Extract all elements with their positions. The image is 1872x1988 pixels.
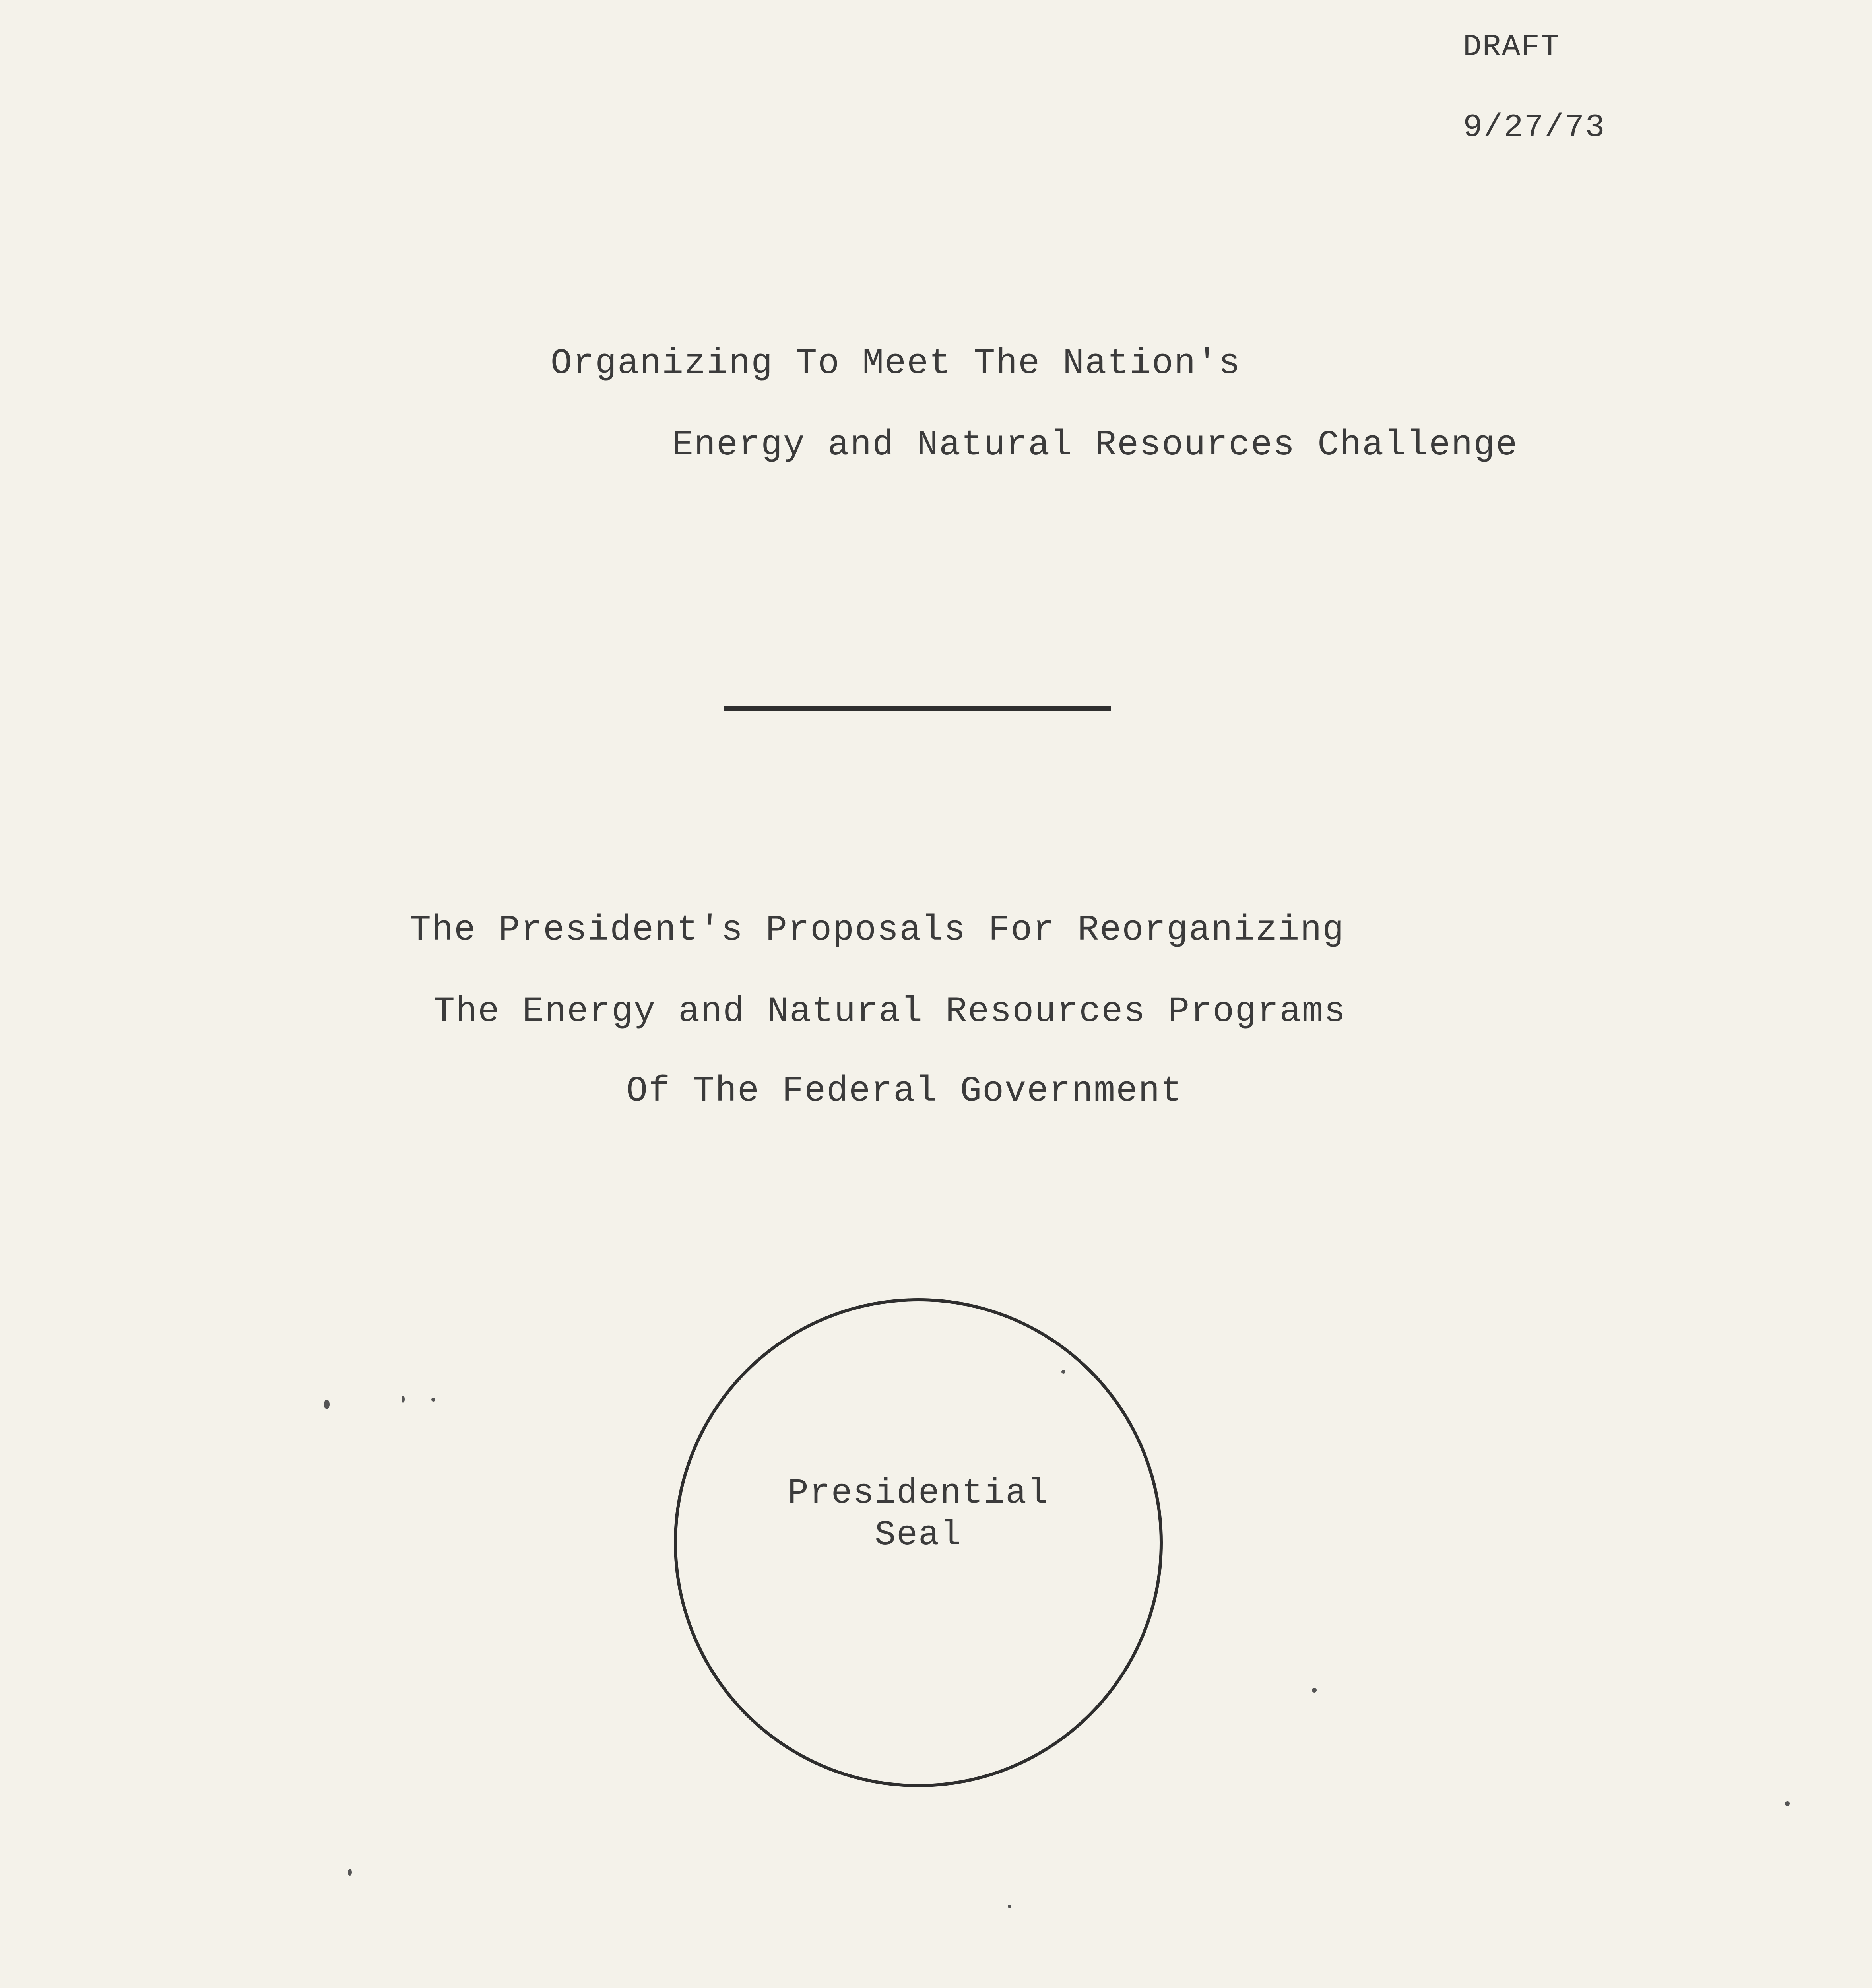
seal-label-line-2: Seal xyxy=(875,1516,962,1555)
paper-speck xyxy=(431,1398,435,1402)
paper-speck xyxy=(1785,1801,1790,1806)
horizontal-rule xyxy=(724,706,1111,711)
subtitle-line-3: Of The Federal Government xyxy=(626,1071,1183,1112)
paper-speck xyxy=(402,1396,405,1403)
draft-label: DRAFT xyxy=(1463,30,1560,65)
paper-speck xyxy=(1061,1370,1065,1374)
subtitle-line-2: The Energy and Natural Resources Programs xyxy=(433,992,1346,1032)
presidential-seal-placeholder xyxy=(674,1298,1163,1787)
paper-speck xyxy=(1008,1905,1011,1908)
title-line-1: Organizing To Meet The Nation's xyxy=(551,344,1241,384)
paper-speck xyxy=(348,1869,352,1876)
seal-label-line-1: Presidential xyxy=(788,1474,1049,1513)
title-line-2: Energy and Natural Resources Challenge xyxy=(672,425,1518,466)
paper-speck xyxy=(324,1400,330,1409)
subtitle-line-1: The President's Proposals For Reorganizing xyxy=(409,910,1345,951)
draft-date: 9/27/73 xyxy=(1463,109,1606,146)
paper-speck xyxy=(1312,1688,1317,1693)
